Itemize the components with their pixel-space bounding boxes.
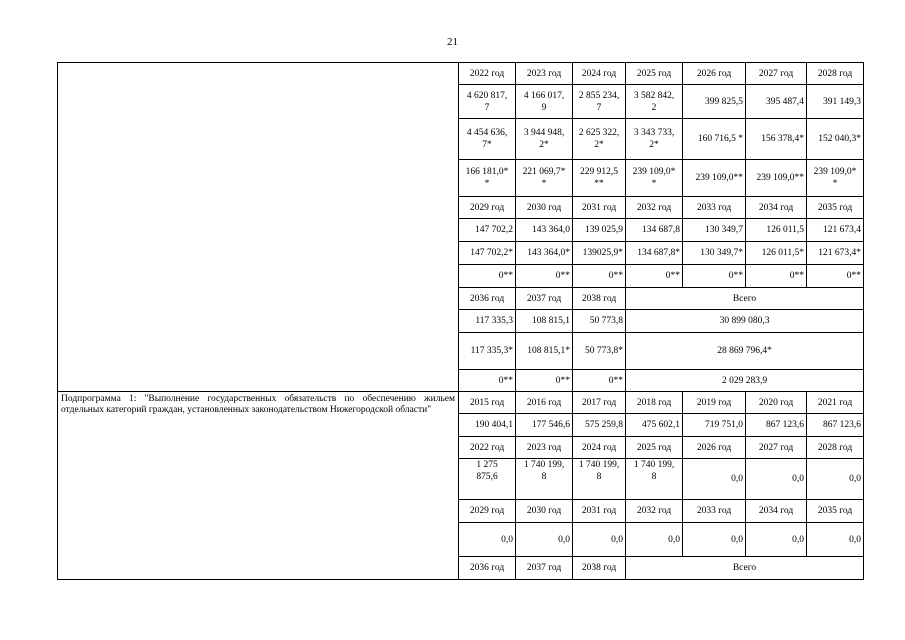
value-cell: 190 404,1 xyxy=(459,414,516,437)
year-header-cell: 2028 год xyxy=(807,437,864,459)
value-cell: 0,0 xyxy=(516,523,573,557)
year-header-cell: 2038 год xyxy=(573,557,626,580)
year-header-cell: 2031 год xyxy=(573,197,626,219)
value-cell: 0** xyxy=(683,265,746,288)
year-header-cell: 2017 год xyxy=(573,392,626,414)
value-cell: 0,0 xyxy=(573,523,626,557)
value-cell: 0** xyxy=(516,265,573,288)
value-cell: 0,0 xyxy=(746,459,807,500)
value-cell: 0,0 xyxy=(807,459,864,500)
total-value-cell: 28 869 796,4* xyxy=(626,333,864,370)
value-cell: 130 349,7 xyxy=(683,219,746,242)
year-header-cell: 2037 год xyxy=(516,557,573,580)
year-header-cell: 2033 год xyxy=(683,500,746,523)
year-header-cell: 2026 год xyxy=(683,63,746,85)
block1-label xyxy=(58,63,459,392)
block2-label: Подпрограмма 1: "Выполнение государственных обязательств по обеспечению жильем отдельных категорий граждан, установленных законодательством Нижегородской области" xyxy=(58,392,459,580)
value-cell: 867 123,6 xyxy=(807,414,864,437)
value-cell: 1 740 199, 8 xyxy=(626,459,683,500)
total-value-cell: 30 899 080,3 xyxy=(626,310,864,333)
table-row xyxy=(58,63,864,85)
year-header-cell: 2027 год xyxy=(746,63,807,85)
value-cell: 0** xyxy=(573,265,626,288)
value-cell: 0,0 xyxy=(746,523,807,557)
value-cell: 0,0 xyxy=(683,523,746,557)
value-cell: 143 364,0 xyxy=(516,219,573,242)
value-cell: 160 716,5 * xyxy=(683,119,746,160)
year-header-cell: 2029 год xyxy=(459,500,516,523)
value-cell: 239 109,0* * xyxy=(807,160,864,197)
year-header-cell: 2022 год xyxy=(459,63,516,85)
year-header-cell: 2022 год xyxy=(459,437,516,459)
program-funding-table xyxy=(57,62,864,580)
value-cell: 1 275 875,6 xyxy=(459,459,516,500)
year-header-cell: 2034 год xyxy=(746,197,807,219)
year-header-cell: 2029 год xyxy=(459,197,516,219)
year-header-cell: 2015 год xyxy=(459,392,516,414)
year-header-cell: 2021 год xyxy=(807,392,864,414)
year-header-cell: 2032 год xyxy=(626,197,683,219)
value-cell: 117 335,3 xyxy=(459,310,516,333)
value-cell: 2 855 234, 7 xyxy=(573,85,626,119)
year-header-cell: 2026 год xyxy=(683,437,746,459)
value-cell: 152 040,3* xyxy=(807,119,864,160)
value-cell: 139 025,9 xyxy=(573,219,626,242)
value-cell: 399 825,5 xyxy=(683,85,746,119)
year-header-cell: 2035 год xyxy=(807,197,864,219)
year-header-cell: 2016 год xyxy=(516,392,573,414)
value-cell: 2 625 322, 2* xyxy=(573,119,626,160)
year-header-cell: 2031 год xyxy=(573,500,626,523)
year-header-cell: 2037 год xyxy=(516,288,573,310)
table-row xyxy=(58,392,864,414)
value-cell: 156 378,4* xyxy=(746,119,807,160)
value-cell: 221 069,7* * xyxy=(516,160,573,197)
value-cell: 50 773,8 xyxy=(573,310,626,333)
year-header-cell: 2036 год xyxy=(459,288,516,310)
year-header-cell: 2024 год xyxy=(573,437,626,459)
value-cell: 143 364,0* xyxy=(516,242,573,265)
value-cell: 239 109,0** xyxy=(683,160,746,197)
value-cell: 166 181,0* * xyxy=(459,160,516,197)
value-cell: 50 773,8* xyxy=(573,333,626,370)
value-cell: 121 673,4* xyxy=(807,242,864,265)
value-cell: 4 166 017, 9 xyxy=(516,85,573,119)
value-cell: 4 454 636, 7* xyxy=(459,119,516,160)
year-header-cell: 2027 год xyxy=(746,437,807,459)
value-cell: 0** xyxy=(746,265,807,288)
value-cell: 4 620 817, 7 xyxy=(459,85,516,119)
year-header-cell: 2036 год xyxy=(459,557,516,580)
year-header-cell: 2023 год xyxy=(516,63,573,85)
value-cell: 229 912,5 ** xyxy=(573,160,626,197)
year-header-cell: 2030 год xyxy=(516,197,573,219)
value-cell: 395 487,4 xyxy=(746,85,807,119)
year-header-cell: 2034 год xyxy=(746,500,807,523)
total-header-cell: Всего xyxy=(626,557,864,580)
value-cell: 117 335,3* xyxy=(459,333,516,370)
value-cell: 3 582 842, 2 xyxy=(626,85,683,119)
value-cell: 391 149,3 xyxy=(807,85,864,119)
value-cell: 108 815,1* xyxy=(516,333,573,370)
total-header-cell: Всего xyxy=(626,288,864,310)
value-cell: 719 751,0 xyxy=(683,414,746,437)
year-header-cell: 2018 год xyxy=(626,392,683,414)
total-value-cell: 2 029 283,9 xyxy=(626,370,864,392)
year-header-cell: 2033 год xyxy=(683,197,746,219)
value-cell: 0,0 xyxy=(807,523,864,557)
value-cell: 0** xyxy=(459,265,516,288)
year-header-cell: 2025 год xyxy=(626,437,683,459)
value-cell: 126 011,5* xyxy=(746,242,807,265)
page-number: 21 xyxy=(447,36,458,48)
value-cell: 0,0 xyxy=(459,523,516,557)
value-cell: 147 702,2 xyxy=(459,219,516,242)
value-cell: 0,0 xyxy=(626,523,683,557)
value-cell: 3 343 733, 2* xyxy=(626,119,683,160)
value-cell: 867 123,6 xyxy=(746,414,807,437)
value-cell: 0** xyxy=(459,370,516,392)
value-cell: 0** xyxy=(516,370,573,392)
value-cell: 475 602,1 xyxy=(626,414,683,437)
value-cell: 177 546,6 xyxy=(516,414,573,437)
year-header-cell: 2024 год xyxy=(573,63,626,85)
year-header-cell: 2025 год xyxy=(626,63,683,85)
value-cell: 147 702,2* xyxy=(459,242,516,265)
value-cell: 139025,9* xyxy=(573,242,626,265)
value-cell: 126 011,5 xyxy=(746,219,807,242)
value-cell: 134 687,8* xyxy=(626,242,683,265)
value-cell: 575 259,8 xyxy=(573,414,626,437)
value-cell: 0** xyxy=(573,370,626,392)
year-header-cell: 2028 год xyxy=(807,63,864,85)
value-cell: 3 944 948, 2* xyxy=(516,119,573,160)
value-cell: 0,0 xyxy=(683,459,746,500)
year-header-cell: 2035 год xyxy=(807,500,864,523)
value-cell: 1 740 199, 8 xyxy=(516,459,573,500)
value-cell: 239 109,0* * xyxy=(626,160,683,197)
year-header-cell: 2032 год xyxy=(626,500,683,523)
year-header-cell: 2019 год xyxy=(683,392,746,414)
value-cell: 239 109,0** xyxy=(746,160,807,197)
value-cell: 121 673,4 xyxy=(807,219,864,242)
value-cell: 130 349,7* xyxy=(683,242,746,265)
value-cell: 0** xyxy=(626,265,683,288)
year-header-cell: 2038 год xyxy=(573,288,626,310)
value-cell: 134 687,8 xyxy=(626,219,683,242)
value-cell: 1 740 199, 8 xyxy=(573,459,626,500)
year-header-cell: 2020 год xyxy=(746,392,807,414)
year-header-cell: 2030 год xyxy=(516,500,573,523)
value-cell: 0** xyxy=(807,265,864,288)
value-cell: 108 815,1 xyxy=(516,310,573,333)
year-header-cell: 2023 год xyxy=(516,437,573,459)
